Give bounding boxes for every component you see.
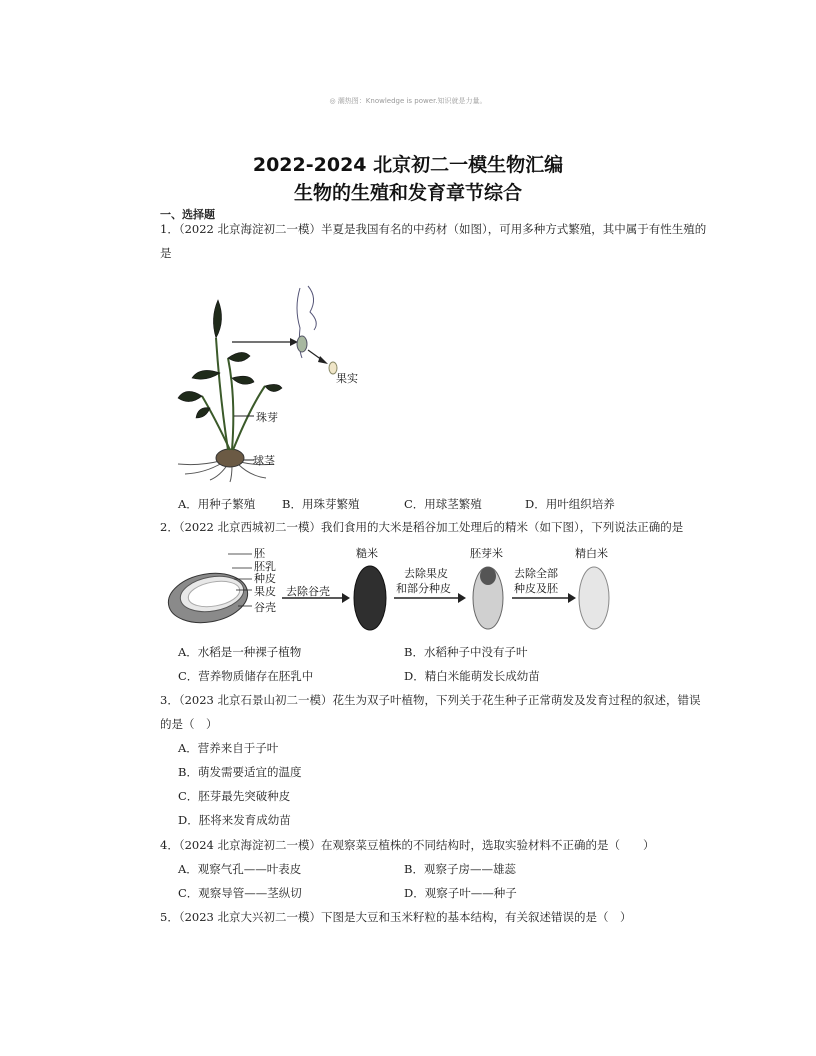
q2-option-a[interactable]: A．水稻是一种裸子植物	[178, 645, 302, 659]
brown-rice-label: 糙米	[356, 547, 378, 560]
q2-option-b[interactable]: B．水稻种子中没有子叶	[404, 645, 528, 659]
q3-option-a[interactable]: A．营养来自于子叶	[178, 741, 279, 755]
corm-label: 球茎	[253, 454, 275, 467]
question-3-line1: 3．（2023 北京石景山初二一模）花生为双子叶植物，下列关于花生种子正常萌发及发育过程的叙述，错误	[160, 693, 701, 707]
question-2-text: 2．（2022 北京西城初二一模）我们食用的大米是稻谷加工处理后的精米（如下图），下列说法正确的是	[160, 520, 684, 534]
question-5-text: 5．（2023 北京大兴初二一模）下图是大豆和玉米籽粒的基本结构，有关叙述错误的是（ ）	[160, 910, 632, 924]
q1-option-d[interactable]: D．用叶组织培养	[525, 497, 615, 511]
q4-option-d[interactable]: D．观察子叶——种子	[404, 886, 517, 900]
part-seedcoat-label: 种皮	[254, 572, 276, 585]
polished-rice-label: 精白米	[575, 547, 608, 560]
part-endosperm-label: 胚乳	[254, 560, 276, 573]
q3-option-b[interactable]: B．萌发需要适宜的温度	[178, 765, 302, 779]
watermark: ◎ 潮热图：Knowledge is power.知识就是力量。	[329, 97, 487, 105]
q1-option-a[interactable]: A．用种子繁殖	[178, 497, 256, 511]
q4-option-a[interactable]: A．观察气孔——叶表皮	[178, 862, 302, 876]
section-heading: 一、选择题	[160, 208, 215, 221]
q2-option-c[interactable]: C．营养物质储存在胚乳中	[178, 669, 314, 683]
q1-option-b[interactable]: B．用珠芽繁殖	[282, 497, 360, 511]
part-hull-label: 谷壳	[254, 601, 276, 614]
q1-option-c[interactable]: C．用球茎繁殖	[404, 497, 482, 511]
germ-rice-label: 胚芽米	[470, 547, 503, 560]
bulbil-label: 珠芽	[256, 411, 278, 424]
part-embryo-label: 胚	[254, 547, 265, 560]
step3-label-line1: 去除全部	[514, 567, 558, 580]
question-3-line2: 的是（ ）	[160, 717, 218, 731]
step2-label-line1: 去除果皮	[404, 567, 448, 580]
question-4-text: 4．（2024 北京海淀初二一模）在观察菜豆植株的不同结构时，选取实验材料不正确的是（ ）	[160, 838, 655, 852]
q3-option-d[interactable]: D．胚将来发育成幼苗	[178, 813, 291, 827]
page-subtitle: 生物的生殖和发育章节综合	[293, 182, 522, 204]
q4-option-c[interactable]: C．观察导管——茎纵切	[178, 886, 302, 900]
step3-label-line2: 种皮及胚	[514, 582, 558, 595]
step1-label: 去除谷壳	[286, 585, 330, 598]
q2-option-d[interactable]: D．精白米能萌发长成幼苗	[404, 669, 540, 683]
fruit-label: 果实	[336, 372, 358, 385]
q4-option-b[interactable]: B．观察子房——雄蕊	[404, 862, 516, 876]
page-title: 2022-2024 北京初二一模生物汇编	[252, 154, 564, 176]
step2-label-line2: 和部分种皮	[396, 582, 451, 595]
part-pericarp-label: 果皮	[254, 585, 276, 598]
question-1-line1: 1．（2022 北京海淀初二一模）半夏是我国有名的中药材（如图），可用多种方式繁殖，其中属于有性生殖的	[160, 222, 707, 236]
q3-option-c[interactable]: C．胚芽最先突破种皮	[178, 789, 291, 803]
question-1-line2: 是	[160, 246, 172, 260]
